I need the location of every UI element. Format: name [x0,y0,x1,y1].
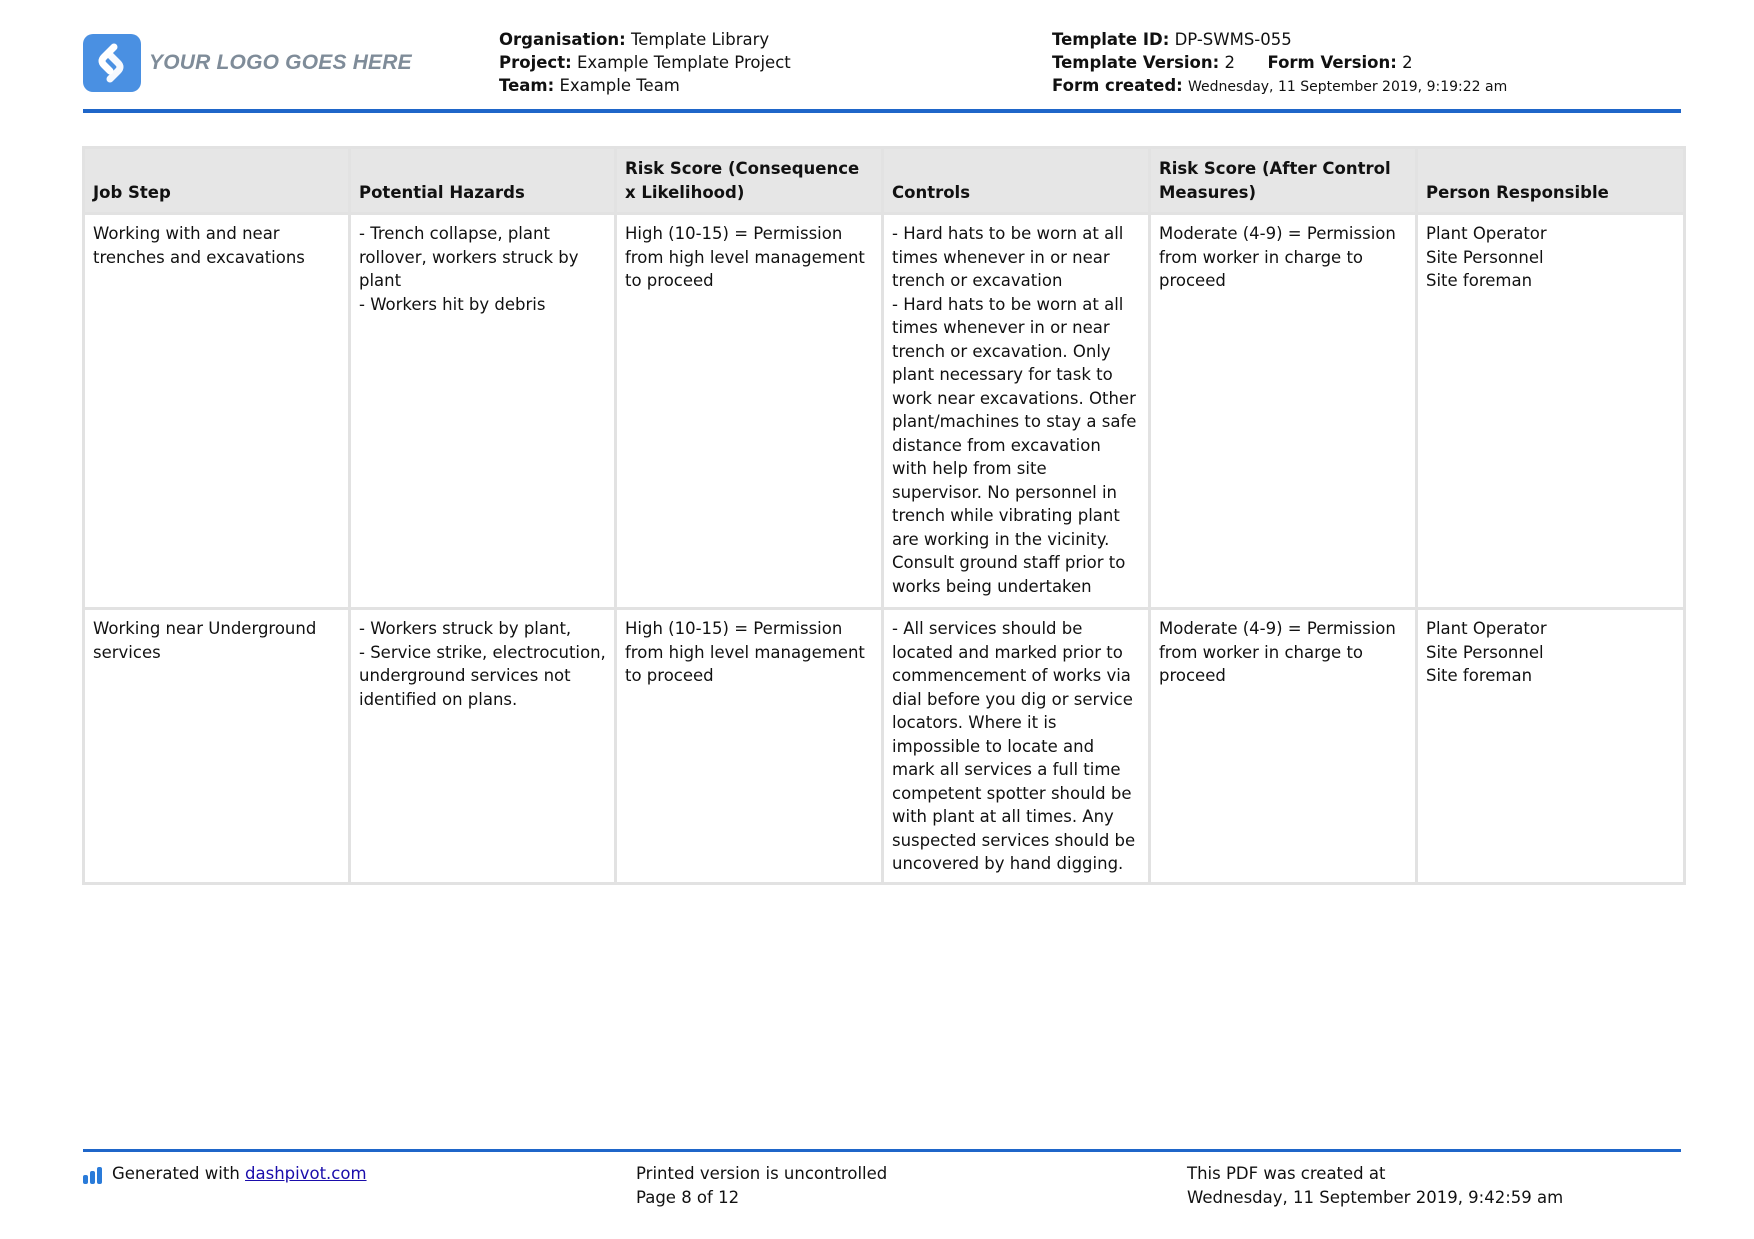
pdf-created-value: Wednesday, 11 September 2019, 9:42:59 am [1187,1187,1564,1207]
pdf-created-label: This PDF was created at [1187,1164,1386,1183]
cell-job-step: Working near Underground services [84,609,350,884]
template-id-value: DP-SWMS-055 [1174,30,1292,49]
generated-with [83,1162,367,1186]
printed-notice: Printed version is uncontrolled [636,1164,888,1183]
cell-risk-score: High (10-15) = Permission from high level management to proceed [616,609,883,884]
template-id-row [1052,28,1507,51]
form-version-label: Form Version: [1267,53,1397,72]
column-header-risk-score-after: Risk Score (After Control Measures) [1150,148,1417,214]
column-header-job-step: Job Step [84,148,350,214]
dashpivot-link[interactable]: dashpivot.com [245,1164,367,1183]
print-info [636,1162,887,1209]
team-value: Example Team [559,76,680,95]
project-row [499,51,791,74]
generated-prefix: Generated with [112,1164,246,1183]
form-version-value: 2 [1402,53,1413,72]
cell-risk-score-after: Moderate (4-9) = Permission from worker in charge to proceed [1150,609,1417,884]
organisation-row [499,28,791,51]
version-row [1052,51,1507,74]
form-created-value: Wednesday, 11 September 2019, 9:19:22 am [1188,79,1508,95]
form-created-label: Form created: [1052,76,1183,95]
organisation-value: Template Library [630,30,770,49]
project-label: Project: [499,53,572,72]
cell-potential-hazards: - Workers struck by plant, - Service strike, electrocution, underground services not identified on plans. [350,609,616,884]
team-row [499,74,791,97]
column-header-risk-score: Risk Score (Consequence x Likelihood) [616,148,883,214]
swms-table [82,146,1686,885]
column-header-potential-hazards: Potential Hazards [350,148,616,214]
dashpivot-bars-icon [83,1166,104,1184]
cell-controls: - Hard hats to be worn at all times whenever in or near trench or excavation - Hard hats to be worn at all times whenever in or near trench or excavation. Only plant necessary for task to work near excavations. Other plant/machines to stay a safe distance from excavation with help from site supervisor. No personnel in trench while vibrating plant are working in the vicinity. Consult ground staff prior to works being undertaken [883,214,1150,609]
header-meta-template [1052,28,1507,99]
table-row [84,214,1685,609]
template-id-label: Template ID: [1052,30,1170,49]
pdf-created-info [1187,1162,1563,1209]
column-header-person-responsible: Person Responsible [1417,148,1685,214]
cell-potential-hazards: - Trench collapse, plant rollover, workers struck by plant - Workers hit by debris [350,214,616,609]
form-created-row [1052,74,1507,99]
cell-risk-score-after: Moderate (4-9) = Permission from worker in charge to proceed [1150,214,1417,609]
cell-person-responsible: Plant Operator Site Personnel Site foreman [1417,214,1685,609]
cell-job-step: Working with and near trenches and excavations [84,214,350,609]
template-version-label: Template Version: [1052,53,1220,72]
logo [83,34,412,92]
project-value: Example Template Project [576,53,791,72]
logo-mark-icon [83,34,141,92]
team-label: Team: [499,76,555,95]
logo-text: YOUR LOGO GOES HERE [149,51,412,74]
document-header [83,28,1681,110]
organisation-label: Organisation: [499,30,626,49]
template-version-value: 2 [1224,53,1235,72]
header-meta-project [499,28,791,97]
table-header-row [84,148,1685,214]
page-info: Page 8 of 12 [636,1187,740,1207]
cell-controls: - All services should be located and marked prior to commencement of works via dial before you dig or service locators. Where it is impossible to locate and mark all services a full time competent spotter should be with plant at all times. Any suspected services should be uncovered by hand digging. [883,609,1150,884]
cell-person-responsible: Plant Operator Site Personnel Site foreman [1417,609,1685,884]
cell-risk-score: High (10-15) = Permission from high level management to proceed [616,214,883,609]
footer-divider [83,1149,1681,1152]
header-divider [83,109,1681,113]
column-header-controls: Controls [883,148,1150,214]
table-row [84,609,1685,884]
